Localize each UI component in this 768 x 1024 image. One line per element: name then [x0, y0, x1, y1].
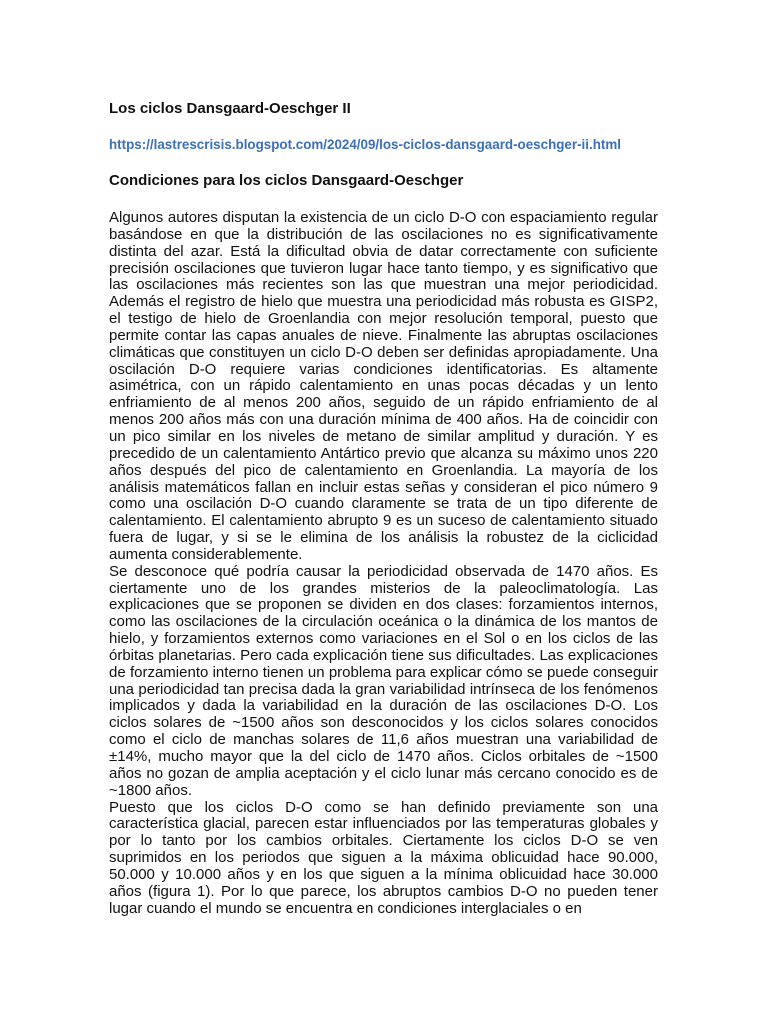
- document-content: [109, 98, 658, 917]
- source-link[interactable]: https://lastrescrisis.blogspot.com/2024/09/los-ciclos-dansgaard-oeschger-ii.html: [109, 137, 621, 152]
- body-paragraph: Se desconoce qué podría causar la periodicidad observada de 1470 años. Es ciertamente uno de los grandes misterios de la paleoclimatología. Las explicaciones que se proponen se dividen en dos clases: forzamientos internos, como las oscilaciones de la circulación oceánica o la dinámica de los mantos de hielo, y forzamientos externos como variaciones en el Sol o en los ciclos de las órbitas planetarias. Pero cada explicación tiene sus dificultades. Las explicaciones de forzamiento interno tienen un problema para explicar cómo se puede conseguir una periodicidad tan precisa dada la gran variabilidad intrínseca de los fenómenos implicados y dada la variabilidad en la duración de las oscilaciones D-O. Los ciclos solares de ~1500 años son desconocidos y los ciclos solares conocidos como el ciclo de manchas solares de 11,6 años muestran una variabilidad de ±14%, mucho mayor que la del ciclo de 1470 años. Ciclos orbitales de ~1500 años no gozan de amplia aceptación y el ciclo lunar más cercano conocido es de ~1800 años.: [109, 562, 658, 799]
- section-title: Condiciones para los ciclos Dansgaard-Oeschger: [109, 172, 464, 189]
- document-body: [109, 210, 658, 917]
- body-paragraph: Algunos autores disputan la existencia de un ciclo D-O con espaciamiento regular basándose en que la distribución de las oscilaciones no es significativamente distinta del azar. Está la dificultad obvia de datar correctamente con suficiente precisión oscilaciones que tuvieron lugar hace tanto tiempo, y es significativo que las oscilaciones más recientes son las que muestran una mejor periodicidad. Además el registro de hielo que muestra una periodicidad más robusta es GISP2, el testigo de hielo de Groenlandia con mejor resolución temporal, puesto que permite contar las capas anuales de nieve. Finalmente las abruptas oscilaciones climáticas que constituyen un ciclo D-O deben ser definidas apropiadamente. Una oscilación D-O requiere varias condiciones identificatorias. Es altamente asimétrica, con un rápido calentamiento en unas pocas décadas y un lento enfriamiento de al menos 200 años, seguido de un rápido enfriamiento de al menos 200 años más con una duración mínima de 400 años. Ha de coincidir con un pico similar en los niveles de metano de similar amplitud y duración. Y es precedido de un calentamiento Antártico previo que alcanza su máximo unos 220 años después del pico de calentamiento en Groenlandia. La mayoría de los análisis matemáticos fallan en incluir estas señas y consideran el pico número 9 como una oscilación D-O cuando claramente se trata de un tipo diferente de calentamiento. El calentamiento abrupto 9 es un suceso de calentamiento situado fuera de lugar, y si se le elimina de los análisis la robustez de la ciclicidad aumenta considerablemente.: [109, 209, 658, 563]
- body-paragraph: Puesto que los ciclos D-O como se han definido previamente son una característica glacial, parecen estar influenciados por las temperaturas globales y por lo tanto por los cambios orbitales. Ciertamente los ciclos D-O se ven suprimidos en los periodos que siguen a la máxima oblicuidad hace 90.000, 50.000 y 10.000 años y en los que siguen a la mínima oblicuidad hace 30.000 años (figura 1). Por lo que parece, los abruptos cambios D-O no pueden tener lugar cuando el mundo se encuentra en condiciones interglaciales o en: [109, 798, 658, 917]
- document-title: Los ciclos Dansgaard-Oeschger II: [109, 100, 351, 117]
